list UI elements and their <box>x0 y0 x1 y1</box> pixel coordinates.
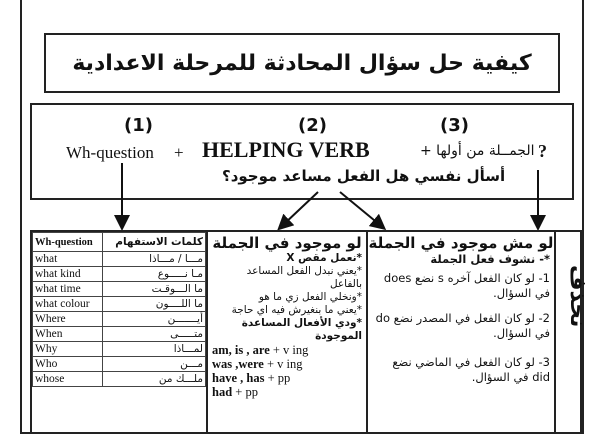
wh-meaning: مـا نـــــوع <box>102 267 205 282</box>
not-exists-header: لو مش موجود في الجملة <box>368 234 554 252</box>
table-row <box>33 282 206 297</box>
helping-form: have , has + pp <box>212 371 291 385</box>
table-row <box>33 372 206 387</box>
arrow-2b <box>340 192 380 225</box>
wh-word: what colour <box>33 297 103 312</box>
wh-meaning: ملـــك من <box>102 372 205 387</box>
wh-word: what time <box>33 282 103 297</box>
exists-header: لو موجود في الجملة <box>212 234 362 252</box>
step-number-1: (1) <box>124 115 153 136</box>
not-exists-step: 2- لو كان الفعل في المصدر نضع do في السؤال. <box>375 311 550 340</box>
exists-rule: *نعمل مقص X <box>286 252 362 264</box>
page-title: كيفية حل سؤال المحادثة للمرحلة الاعدادية <box>72 50 532 76</box>
not-exists-intro: *- نشوف فعل الجملة <box>430 252 550 266</box>
step-number-2: (2) <box>298 115 327 136</box>
exists-column <box>206 230 368 434</box>
ask-question-text: أسأل نفسي هل الفعل مساعد موجود؟ <box>222 167 506 185</box>
step-number-3: (3) <box>440 115 469 136</box>
wh-meaning: ما الـــوقـت <box>102 282 205 297</box>
table-row <box>33 342 206 357</box>
wh-meaning: مـــا / مـــاذا <box>102 252 205 267</box>
wh-table <box>32 232 206 387</box>
table-row <box>33 357 206 372</box>
wh-word: Why <box>33 342 103 357</box>
arrow-2a <box>283 192 318 225</box>
wh-meaning: لمـــاذا <box>102 342 205 357</box>
not-exists-step: 3- لو كان الفعل في الماضي نضع did في السؤال. <box>392 355 550 384</box>
table-row <box>33 327 206 342</box>
helping-verb-label: HELPING VERB <box>202 137 370 162</box>
wh-word: Who <box>33 357 103 372</box>
helping-form: am, is , are + v ing <box>212 343 309 357</box>
wh-meaning: ما اللــــون <box>102 297 205 312</box>
exists-rule: *ونخلي الفعل زي ما هو <box>258 291 362 303</box>
helping-form: was ,were + v ing <box>212 357 303 371</box>
wh-meaning: مـــن <box>102 357 205 372</box>
not-exists-column <box>366 230 556 434</box>
side-label: نحذف <box>565 265 590 328</box>
helping-form: had + pp <box>212 385 258 399</box>
question-mark: ? <box>538 141 547 161</box>
exists-rule: *ودي الأفعال المساعدة الموجودة <box>241 317 362 342</box>
wh-header-ar: كلمات الاستفهام <box>102 233 205 252</box>
table-row <box>33 252 206 267</box>
wh-word: what <box>33 252 103 267</box>
wh-word: Where <box>33 312 103 327</box>
not-exists-step: 1- لو كان الفعل آخره s نضع does في السؤال. <box>383 271 550 300</box>
wh-table-box <box>30 230 208 434</box>
plus-sign: + <box>174 143 184 162</box>
wh-question-label: Wh-question <box>66 143 154 162</box>
table-row <box>33 297 206 312</box>
exists-rule: *يعني نبدل الفعل المساعد بالفاعل <box>246 265 362 290</box>
wh-header-en: Wh-question <box>33 233 103 252</box>
side-column <box>554 230 582 434</box>
wh-meaning: أيـــــــن <box>102 312 205 327</box>
wh-meaning: متـــــى <box>102 327 205 342</box>
wh-word: When <box>33 327 103 342</box>
table-row <box>33 267 206 282</box>
wh-word: what kind <box>33 267 103 282</box>
table-row <box>33 312 206 327</box>
wh-word: whose <box>33 372 103 387</box>
exists-rule: *يعني ما بنغيرش فيه اي حاجة <box>231 304 362 316</box>
sentence-label: الجمــلة من أولها + <box>420 143 535 159</box>
